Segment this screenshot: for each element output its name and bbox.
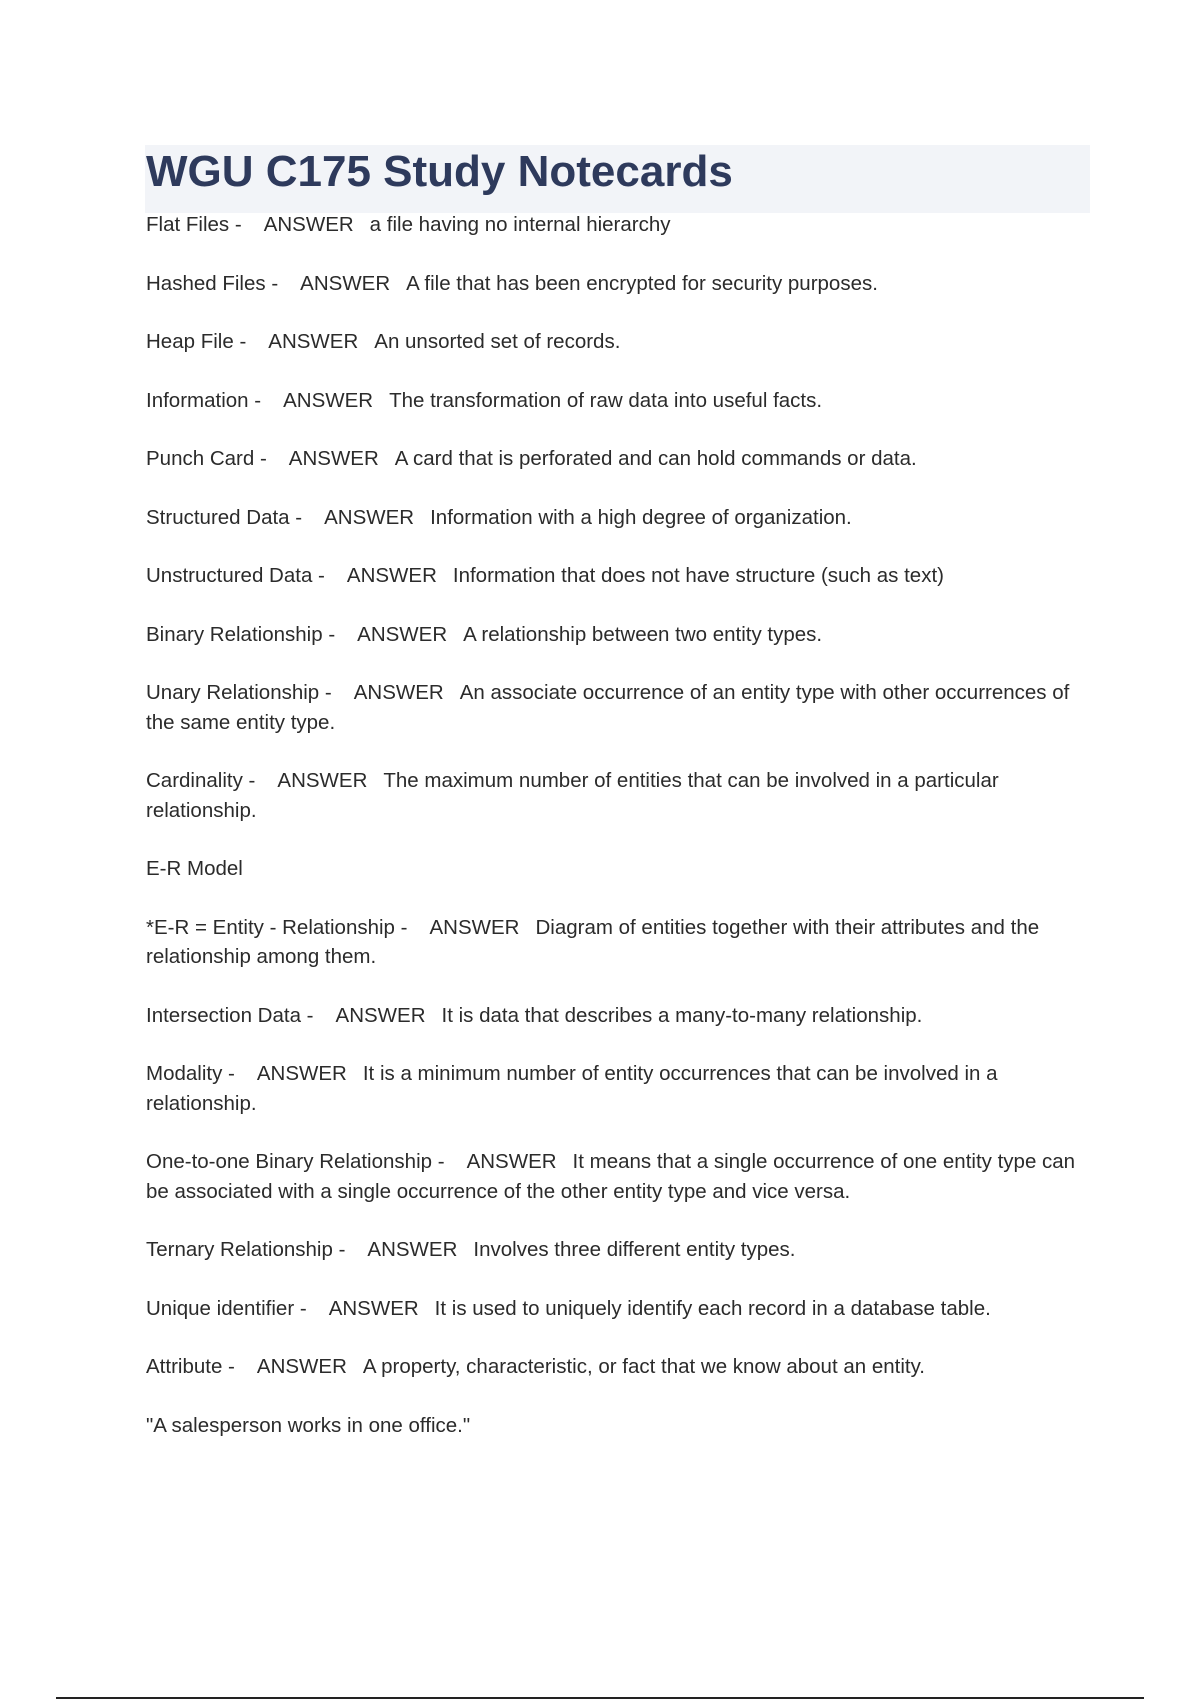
notecard-term: Punch Card (146, 447, 255, 470)
notecard-term: Hashed Files (146, 271, 266, 295)
notecard-answer-label: ANSWER (256, 1355, 347, 1378)
notecard-answer: Information with a high degree of organization. (430, 505, 852, 529)
notecard (146, 1294, 1086, 1324)
notecard-answer-label: ANSWER (357, 622, 448, 646)
notecard-answer: a file having no internal hierarchy (369, 213, 671, 236)
notecard-term: *E-R = Entity - Relationship (146, 915, 395, 939)
notecard-answer: Involves three different entity types. (473, 1238, 796, 1261)
notecard-separator: - (222, 1062, 235, 1085)
notecard-answer: It is used to uniquely identify each record in a database table. (434, 1296, 991, 1320)
notecard-answer: An unsorted set of records. (374, 330, 621, 353)
notecard-answer: A relationship between two entity types. (463, 622, 823, 646)
notecard (146, 1059, 1086, 1118)
page-title: WGU C175 Study Notecards (146, 147, 733, 196)
notecard (146, 1147, 1086, 1206)
notecard (146, 1001, 1086, 1031)
notecard-answer: It means that a single occurrence of one entity type can be associated with a single occurrence of the other entity type and vice versa. (146, 1150, 1076, 1203)
notecard (146, 444, 1086, 474)
notecard-term: Cardinality (146, 769, 243, 792)
notecard (146, 561, 1086, 591)
notecard-answer-label: ANSWER (256, 1062, 347, 1085)
notecard-answer-label: ANSWER (300, 271, 391, 295)
notecard-separator: - (319, 681, 332, 704)
notecard-separator: - (332, 1238, 346, 1261)
notecard-answer: The transformation of raw data into useful facts. (389, 388, 823, 412)
notecard-answer: A card that is perforated and can hold commands or data. (394, 447, 917, 470)
notecard-answer-label: ANSWER (346, 564, 437, 587)
notecard-answer-label: ANSWER (353, 681, 444, 704)
notecard-term: Flat Files (146, 213, 230, 236)
notecard (146, 1235, 1086, 1265)
notecard-separator: - (394, 915, 408, 939)
notecard-separator: - (322, 622, 336, 646)
notecard-separator: - (300, 1003, 314, 1027)
notecard (146, 327, 1086, 357)
notecard-answer-label: ANSWER (283, 388, 374, 412)
notecard-separator: - (242, 769, 256, 792)
notecard (146, 1352, 1086, 1382)
notecard (146, 854, 1086, 884)
notecard-separator: - (229, 213, 242, 236)
notecard (146, 503, 1086, 533)
notecard-answer-label: ANSWER (268, 330, 359, 353)
notecard-term: Unstructured Data (146, 564, 313, 587)
notecard (146, 678, 1086, 737)
notecard-answer-label: ANSWER (335, 1003, 426, 1027)
notecard (146, 269, 1086, 299)
notecard (146, 386, 1086, 416)
notecard-answer: The maximum number of entities that can be involved in a particular relationship. (146, 769, 999, 822)
notecard-answer: An associate occurrence of an entity type with other occurrences of the same entity type. (146, 681, 1070, 734)
notecard-answer-label: ANSWER (277, 769, 368, 792)
notecard-term: Information (146, 388, 249, 412)
notecard-answer: Diagram of entities together with their attributes and the relationship among them. (146, 915, 1040, 968)
notecard-term: One-to-one Binary Relationship (146, 1150, 433, 1173)
notecard-answer: A property, characteristic, or fact that we know about an entity. (362, 1355, 926, 1378)
notecard-term: Heap File (146, 330, 234, 353)
notecard-separator: - (312, 564, 325, 587)
notecard-separator: - (432, 1150, 445, 1173)
notecard-answer-label: ANSWER (328, 1296, 419, 1320)
notecard-list (146, 210, 1086, 1469)
notecard-separator: - (222, 1355, 235, 1378)
notecard-separator: - (294, 1296, 307, 1320)
notecard (146, 210, 1086, 240)
notecard-separator: - (233, 330, 247, 353)
notecard-answer: A file that has been encrypted for security purposes. (406, 271, 878, 295)
notecard-term: Binary Relationship (146, 622, 323, 646)
notecard-separator: - (289, 505, 303, 529)
notecard (146, 913, 1086, 972)
notecard (146, 620, 1086, 650)
notecard-separator: - (254, 447, 267, 470)
notecard-answer-label: ANSWER (466, 1150, 557, 1173)
notecard-answer-label: ANSWER (429, 915, 520, 939)
notecard-term: Intersection Data (146, 1003, 301, 1027)
notecard-answer-label: ANSWER (367, 1238, 458, 1261)
notecard-answer: Information that does not have structure (such as text) (452, 564, 944, 587)
notecard-term: "A salesperson works in one office." (146, 1413, 471, 1437)
notecard-answer-label: ANSWER (263, 213, 354, 236)
notecard-term: Structured Data (146, 505, 290, 529)
notecard (146, 1411, 1086, 1441)
notecard-separator: - (265, 271, 279, 295)
notecard (146, 766, 1086, 825)
notecard-term: Unique identifier (146, 1296, 295, 1320)
notecard-term: Modality (146, 1062, 223, 1085)
notecard-answer: It is data that describes a many-to-many relationship. (441, 1003, 923, 1027)
notecard-term: E-R Model (146, 857, 243, 880)
notecard-separator: - (248, 388, 262, 412)
notecard-term: Attribute (146, 1355, 223, 1378)
notecard-answer-label: ANSWER (324, 505, 415, 529)
notecard-term: Ternary Relationship (146, 1238, 333, 1261)
notecard-answer: It is a minimum number of entity occurrences that can be involved in a relationship. (146, 1062, 998, 1115)
notecard-answer-label: ANSWER (288, 447, 379, 470)
notecard-term: Unary Relationship (146, 681, 320, 704)
page-bottom-rule (56, 1697, 1144, 1699)
